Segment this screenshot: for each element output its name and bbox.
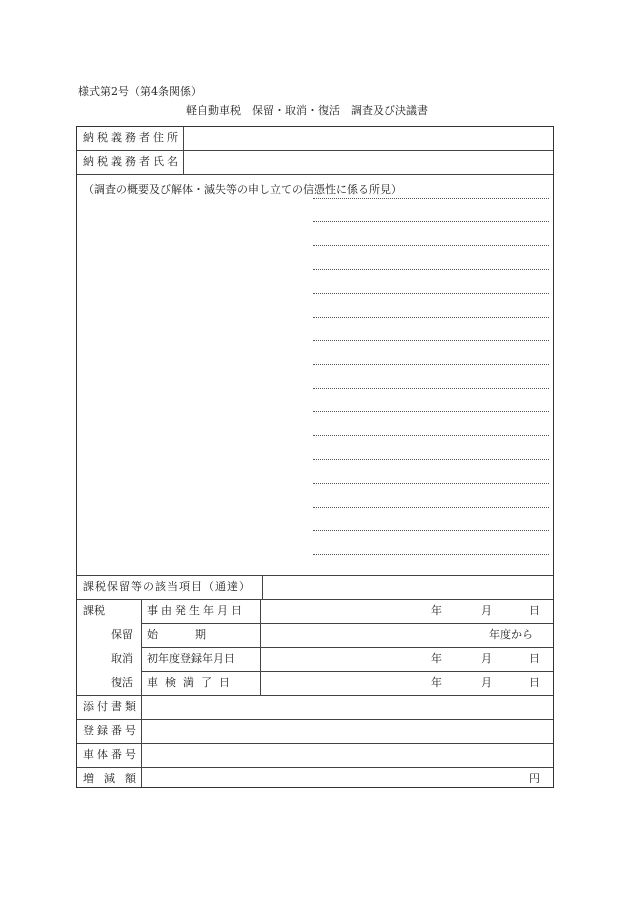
- document-title: 軽自動車税 保留・取消・復活 調査及び決議書: [186, 104, 428, 117]
- category-tax: 課税: [83, 604, 105, 617]
- year-unit: 年: [431, 604, 442, 617]
- row-divider: [141, 647, 553, 648]
- attached-documents-label: 添付書類: [83, 700, 139, 713]
- month-unit: 月: [481, 676, 492, 689]
- column-divider: [262, 575, 263, 599]
- category-restore: 復活: [111, 676, 133, 689]
- day-unit: 日: [529, 652, 540, 665]
- inspection-expiry-label: 車検満了日: [147, 676, 237, 689]
- dotted-line: [313, 340, 549, 341]
- column-divider: [183, 127, 184, 174]
- year-unit: 年: [431, 676, 442, 689]
- category-cancel: 取消: [111, 652, 133, 665]
- category-hold: 保留: [111, 628, 133, 641]
- start-period-label: 始 期: [147, 628, 219, 641]
- dotted-line: [313, 554, 549, 555]
- row-divider: [77, 695, 553, 696]
- year-unit: 年: [431, 652, 442, 665]
- month-unit: 月: [481, 652, 492, 665]
- dotted-line: [313, 411, 549, 412]
- dotted-line: [313, 317, 549, 318]
- row-divider: [141, 671, 553, 672]
- column-divider: [141, 599, 142, 787]
- day-unit: 日: [529, 676, 540, 689]
- first-registration-label: 初年度登録年月日: [147, 652, 235, 665]
- dotted-line: [313, 269, 549, 270]
- fiscal-year-from-unit: 年度から: [489, 628, 533, 641]
- day-unit: 日: [529, 604, 540, 617]
- dotted-line: [313, 388, 549, 389]
- dotted-line: [313, 530, 549, 531]
- taxpayer-name-label: 納税義務者氏名: [83, 155, 181, 168]
- column-divider: [260, 599, 261, 695]
- change-amount-label: 増減額: [83, 772, 146, 785]
- dotted-line: [313, 483, 549, 484]
- chassis-number-label: 車体番号: [83, 748, 139, 761]
- registration-number-label: 登録番号: [83, 724, 139, 737]
- occurrence-date-label: 事由発生年月日: [147, 604, 245, 617]
- dotted-line: [313, 507, 549, 508]
- dotted-line: [313, 198, 549, 199]
- dotted-line: [313, 459, 549, 460]
- dotted-line: [313, 293, 549, 294]
- yen-unit: 円: [529, 772, 540, 785]
- taxpayer-address-label: 納税義務者住所: [83, 131, 181, 144]
- row-divider: [77, 599, 553, 600]
- dotted-line: [313, 245, 549, 246]
- dotted-line: [313, 435, 549, 436]
- findings-label: （調査の概要及び解体・滅失等の申し立ての信憑性に係る所見）: [83, 183, 402, 196]
- form-table: [76, 126, 554, 788]
- dotted-line: [313, 364, 549, 365]
- form-number: 様式第2号（第4条関係）: [78, 85, 202, 98]
- row-divider: [77, 767, 553, 768]
- row-divider: [77, 719, 553, 720]
- row-divider: [77, 743, 553, 744]
- row-divider: [77, 575, 553, 576]
- dotted-line: [313, 221, 549, 222]
- notice-item-label: 課税保留等の該当項目（通達）: [83, 580, 251, 593]
- row-divider: [77, 150, 553, 151]
- month-unit: 月: [481, 604, 492, 617]
- row-divider: [77, 174, 553, 175]
- row-divider: [141, 623, 553, 624]
